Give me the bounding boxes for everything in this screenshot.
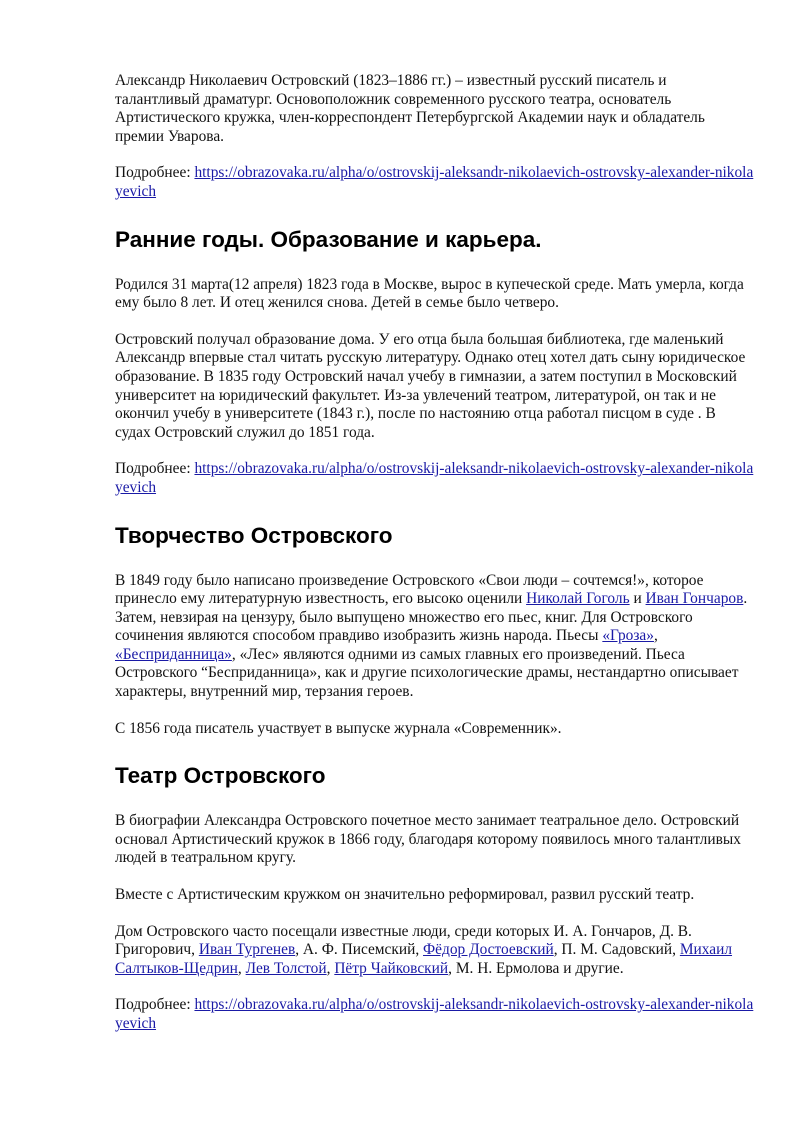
works-text-c: . Затем, невзирая на цензуру, было выпущено множество его пьес, книг. Для Островского сочинения являются способом правдиво изобразить жизнь народа. Пьесы: [115, 590, 748, 645]
link-fyodor-dostoevsky[interactable]: Фёдор Достоевский: [423, 941, 554, 959]
more-info-link[interactable]: https://obrazovaka.ru/alpha/o/ostrovskij-aleksandr-nikolaevich-ostrovsky-alexander-nikolayevich: [115, 996, 754, 1032]
more-info-line-2: [115, 460, 755, 497]
theatre-text-f: , М. Н. Ермолова и другие.: [448, 959, 624, 977]
more-info-label: Подробнее:: [115, 460, 195, 478]
theatre-text-a: Дом Островского часто посещали известные люди, среди которых И. А. Гончаров, Д. В. Григорович,: [115, 922, 692, 959]
more-info-link[interactable]: https://obrazovaka.ru/alpha/o/ostrovskij-aleksandr-nikolaevich-ostrovsky-alexander-nikolayevich: [115, 164, 754, 200]
link-pyotr-tchaikovsky[interactable]: Пётр Чайковский: [334, 959, 449, 977]
link-bespridannitsa[interactable]: «Бесприданница»: [115, 645, 232, 663]
link-ivan-turgenev[interactable]: Иван Тургенев: [198, 941, 296, 959]
more-info-line-1: [115, 164, 755, 201]
works-text-b: и: [629, 590, 646, 608]
link-ivan-goncharov[interactable]: Иван Гончаров: [645, 590, 744, 608]
works-text-a: В 1849 году было написано произведение Островского «Свои люди – сочтемся!», которое принесло ему литературную известность, его высоко оценили: [115, 571, 704, 608]
early-years-paragraph-1: Родился 31 марта(12 апреля) 1823 года в Москве, вырос в купеческой среде. Мать умерла, когда ему было 8 лет. И отец женился снова. Детей в семье было четверо.: [115, 275, 744, 312]
more-info-label: Подробнее:: [115, 164, 195, 182]
theatre-text-d: ,: [237, 959, 246, 977]
more-info-link[interactable]: https://obrazovaka.ru/alpha/o/ostrovskij-aleksandr-nikolaevich-ostrovsky-alexander-nikolayevich: [115, 460, 754, 496]
works-text-d: ,: [653, 627, 658, 645]
section-heading-early-years: Ранние годы. Образование и карьера.: [115, 226, 542, 252]
more-info-label: Подробнее:: [115, 996, 195, 1014]
document-page: [115, 72, 755, 1034]
intro-paragraph: Александр Николаевич Островский (1823–1886 гг.) – известный русский писатель и талантливый драматург. Основоположник современного русского театра, основатель Артистического кружка, член-корреспондент Петербургской Академии наук и обладатель премии Уварова.: [115, 72, 705, 145]
link-nikolai-gogol[interactable]: Николай Гоголь: [526, 590, 630, 608]
more-info-line-3: [115, 996, 755, 1033]
theatre-text-b: , А. Ф. Писемский,: [295, 941, 424, 959]
works-paragraph-1: [115, 572, 755, 702]
theatre-text-e: ,: [326, 959, 335, 977]
early-years-paragraph-2: Островский получал образование дома. У его отца была большая библиотека, где маленький Александр впервые стал читать русскую литературу. Однако отец хотел дать сыну юридическое образование. В 1835 году Островский начал учебу в гимназии, а затем поступил в Московский университет на юридический факультет. Из-за увлечений театром, литературой, он так и не окончил учебу в университете (1843 г.), после по настоянию отца работал писцом в суде . В судах Островский служил до 1851 года.: [115, 330, 746, 441]
works-text-e: , «Лес» являются одними из самых главных его произведений. Пьеса Островского “Бесприданница», как и другие психологические драмы, нестандартно описывает характеры, внутренний мир, терзания героев.: [115, 645, 739, 701]
link-groza[interactable]: «Гроза»: [602, 627, 654, 645]
theatre-paragraph-3: [115, 923, 755, 979]
section-heading-theatre: Театр Островского: [115, 763, 326, 789]
theatre-paragraph-1: В биографии Александра Островского почетное место занимает театральное дело. Островский основал Артистический кружок в 1866 году, благодаря которому появилось много талантливых людей в театральном кругу.: [115, 812, 741, 867]
theatre-paragraph-2: Вместе с Артистическим кружком он значительно реформировал, развил русский театр.: [115, 886, 695, 904]
works-paragraph-2: С 1856 года писатель участвует в выпуске журнала «Современник».: [115, 719, 562, 737]
section-heading-works: Творчество Островского: [115, 522, 393, 548]
link-lev-tolstoy[interactable]: Лев Толстой: [245, 959, 327, 977]
theatre-text-c: , П. М. Садовский,: [553, 941, 680, 959]
link-mikhail-saltykov-shchedrin[interactable]: Михаил Салтыков-Щедрин: [115, 941, 733, 977]
